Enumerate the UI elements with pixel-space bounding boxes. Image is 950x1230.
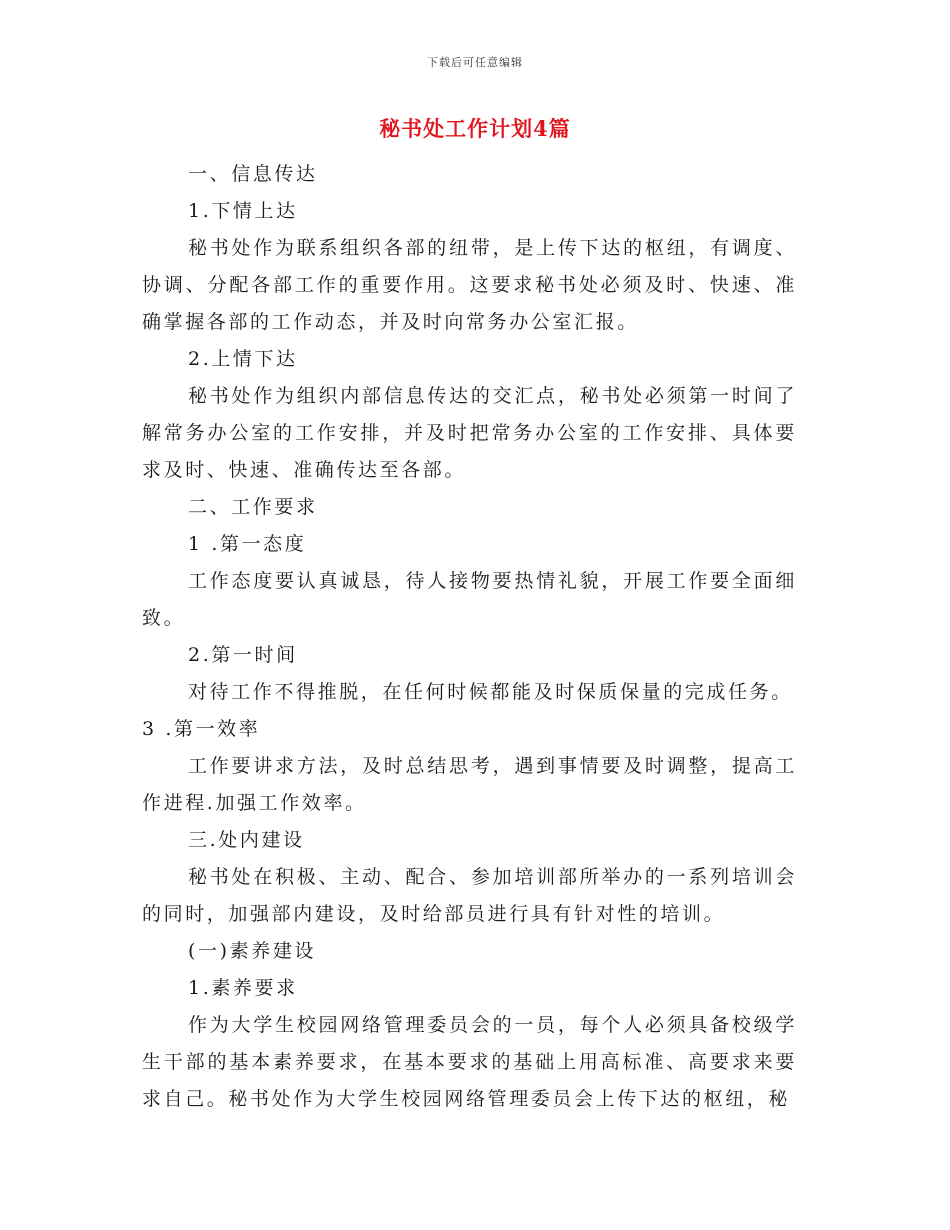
body-paragraph: 秘书处作为联系组织各部的纽带，是上传下达的枢纽，有调度、协调、分配各部工作的重要作用。这要求秘书处必须及时、快速、准确掌握各部的工作动态，并及时向常务办公室汇报。 [142,237,797,333]
subsection-heading: (一)素养建设 [188,940,317,962]
subsection-heading: 2.第一时间 [188,644,298,666]
body-paragraph: 秘书处作为组织内部信息传达的交汇点，秘书处必须第一时间了解常务办公室的工作安排，并及时把常务办公室的工作安排、具体要求及时、快速、准确传达至各部。 [142,385,797,481]
body-paragraph: 秘书处在积极、主动、配合、参加培训部所举办的一系列培训会的同时，加强部内建设，及时给部员进行具有针对性的培训。 [142,866,797,925]
subsection-heading: 2.上情下达 [188,348,298,370]
document-title: 秘书处工作计划4篇 [379,116,571,141]
section-heading: 三.处内建设 [188,829,305,851]
body-paragraph: 对待工作不得推脱，在任何时候都能及时保质保量的完成任务。 [188,681,793,703]
body-paragraph: 工作态度要认真诚恳，待人接物要热情礼貌，开展工作要全面细致。 [142,570,797,629]
subsection-heading: 1.素养要求 [188,977,298,999]
subsection-heading: 1.下情上达 [188,200,298,222]
header-note: 下载后可任意编辑 [427,56,523,69]
subsection-heading: 3 .第一效率 [142,718,261,740]
section-heading: 一、信息传达 [188,163,318,185]
section-heading: 二、工作要求 [188,496,318,518]
body-paragraph: 工作要讲求方法，及时总结思考，遇到事情要及时调整，提高工作进程.加强工作效率。 [142,755,797,814]
subsection-heading: 1 .第一态度 [188,533,307,555]
body-paragraph: 作为大学生校园网络管理委员会的一员，每个人必须具备校级学生干部的基本素养要求，在基本要求的基础上用高标准、高要求来要求自己。秘书处作为大学生校园网络管理委员会上传下达的枢纽，秘 [142,1014,797,1110]
document-body [142,156,797,1118]
